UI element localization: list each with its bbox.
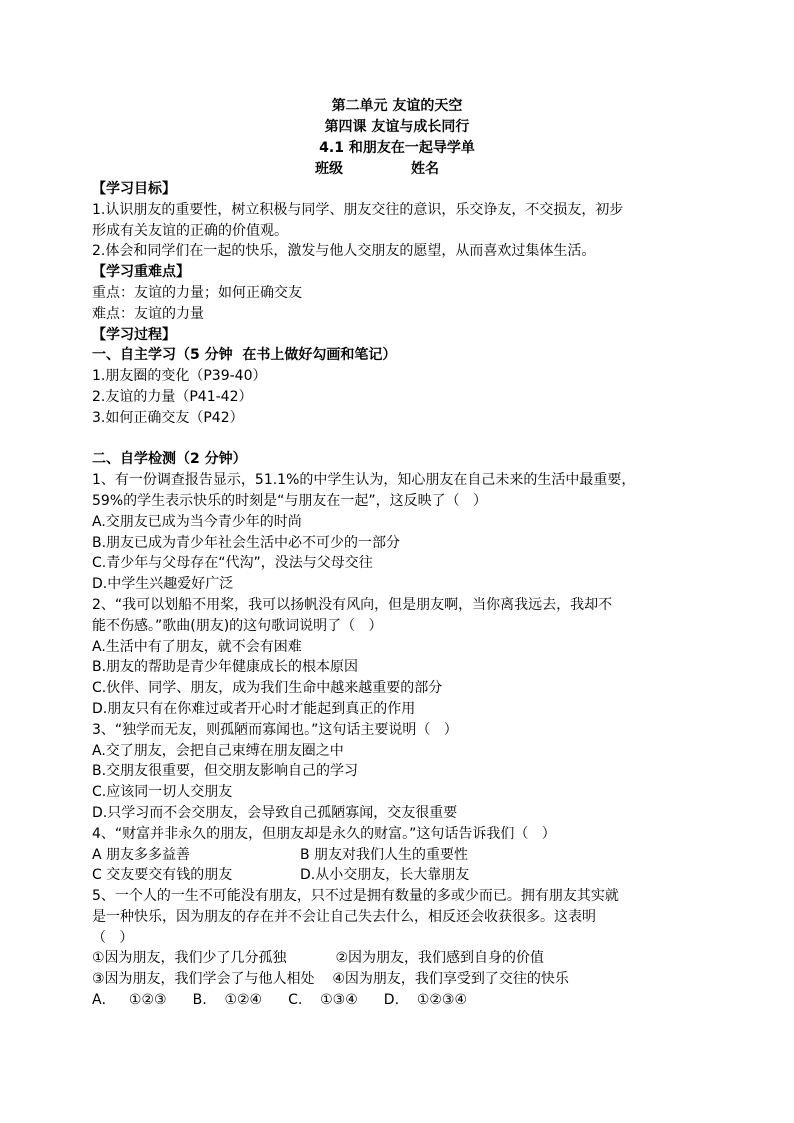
question-1-stem: 59%的学生表示快乐的时刻是“与朋友在一起”，这反映了（ ） [92, 492, 487, 509]
question-5-option-c: C. ①③④ [288, 992, 358, 1009]
question-5-option-a: A． ①②③ [92, 992, 167, 1009]
goal-item-1b: 形成有关友谊的正确的价值观。 [92, 222, 288, 239]
question-2-option: D.朋友只有在你难过或者开心时才能起到真正的作用 [92, 700, 416, 717]
question-1-option: A.交朋友已成为当今青少年的时尚 [92, 513, 302, 530]
worksheet-header [0, 96, 794, 180]
question-2-stem: 能不伤感。”歌曲(朋友)的这句歌词说明了（ ） [92, 617, 383, 634]
question-5-stem: 是一种快乐，因为朋友的存在并不会让自己失去什么，相反还会收获很多。这表明 [92, 908, 596, 925]
question-1-stem: 1、有一份调查报告显示，51.1%的中学生认为，知心朋友在自己未来的生活中最重要， [92, 472, 636, 489]
difficult-point: 难点：友谊的力量 [92, 305, 204, 322]
question-5-option-b: B. ①②④ [192, 992, 263, 1009]
question-1-option: B.朋友已成为青少年社会生活中必不可少的一部分 [92, 534, 401, 551]
study-item: 3.如何正确交友（P42） [92, 409, 244, 426]
question-5-statements: ③因为朋友，我们学会了与他人相处 ④因为朋友，我们享受到了交往的快乐 [92, 971, 569, 988]
question-5-stem: （ ） [92, 929, 134, 946]
question-4-option-d: D.从小交朋友，长大靠朋友 [300, 867, 470, 884]
question-5-stem: 5、一个人的一生不可能没有朋友，只不过是拥有数量的多或少而已。拥有朋友其实就 [92, 888, 619, 905]
question-4-stem: 4、“财富并非永久的朋友，但朋友却是永久的财富。”这句话告诉我们（ ） [92, 825, 556, 842]
question-1-option: D.中学生兴趣爱好广泛 [92, 576, 234, 593]
self-study-title: 一、自主学习（5 分钟 在书上做好勾画和笔记） [92, 347, 397, 364]
question-3-option: D.只学习而不会交朋友，会导致自己孤陋寡闻，交友很重要 [92, 804, 458, 821]
study-item: 2.友谊的力量（P41-42） [92, 388, 253, 405]
question-2-option: C.伙伴、同学、朋友，成为我们生命中越来越重要的部分 [92, 680, 443, 697]
class-label: 班级 [315, 161, 343, 177]
question-4-option-c: C 交友要交有钱的朋友 [92, 867, 233, 884]
question-5-options-row [92, 990, 710, 1011]
question-5-statements: ①因为朋友，我们少了几分孤独 ②因为朋友，我们感到自身的价值 [92, 950, 545, 967]
key-points-heading: 【学习重难点】 [92, 264, 190, 281]
question-1-option: C.青少年与父母存在“代沟”，没法与父母交往 [92, 555, 373, 572]
self-check-title: 二、自学检测（2 分钟） [92, 451, 247, 468]
process-heading: 【学习过程】 [92, 326, 176, 343]
question-3-stem: 3、“独学而无友，则孤陋而寡闻也。”这句话主要说明（ ） [92, 721, 458, 738]
study-item: 1.朋友圈的变化（P39-40） [92, 368, 267, 385]
goals-heading: 【学习目标】 [92, 181, 176, 197]
goal-item-1a: 1.认识朋友的重要性，树立积极与同学、朋友交往的意识，乐交诤友，不交损友，初步 [92, 201, 624, 218]
question-2-stem: 2、“我可以划船不用桨，我可以扬帆没有风向，但是朋友啊，当你离我远去，我却不 [92, 596, 613, 613]
question-3-option: B.交朋友很重要，但交朋友影响自己的学习 [92, 763, 359, 780]
name-label: 姓名 [411, 161, 439, 177]
question-2-option: B.朋友的帮助是青少年健康成长的根本原因 [92, 659, 359, 676]
goal-item-2: 2.体会和同学们在一起的快乐，激发与他人交朋友的愿望，从而喜欢过集体生活。 [92, 243, 596, 260]
question-4-options-row [92, 845, 710, 866]
section-title: 4.1 和朋友在一起导学单 [319, 140, 475, 156]
question-4-option-b: B 朋友对我们人生的重要性 [300, 846, 469, 863]
worksheet-body [92, 179, 710, 1011]
key-point: 重点：友谊的力量；如何正确交友 [92, 284, 302, 301]
question-3-option: A.交了朋友，会把自己束缚在朋友圈之中 [92, 742, 344, 759]
unit-title: 第二单元 友谊的天空 [331, 98, 463, 114]
question-4-options-row [92, 865, 710, 886]
question-5-option-d: D. ①②③④ [383, 992, 468, 1009]
lesson-title: 第四课 友谊与成长同行 [324, 119, 470, 135]
question-3-option: C.应该同一切人交朋友 [92, 784, 233, 801]
question-2-option: A.生活中有了朋友，就不会有困难 [92, 638, 302, 655]
question-4-option-a: A 朋友多多益善 [92, 846, 191, 863]
